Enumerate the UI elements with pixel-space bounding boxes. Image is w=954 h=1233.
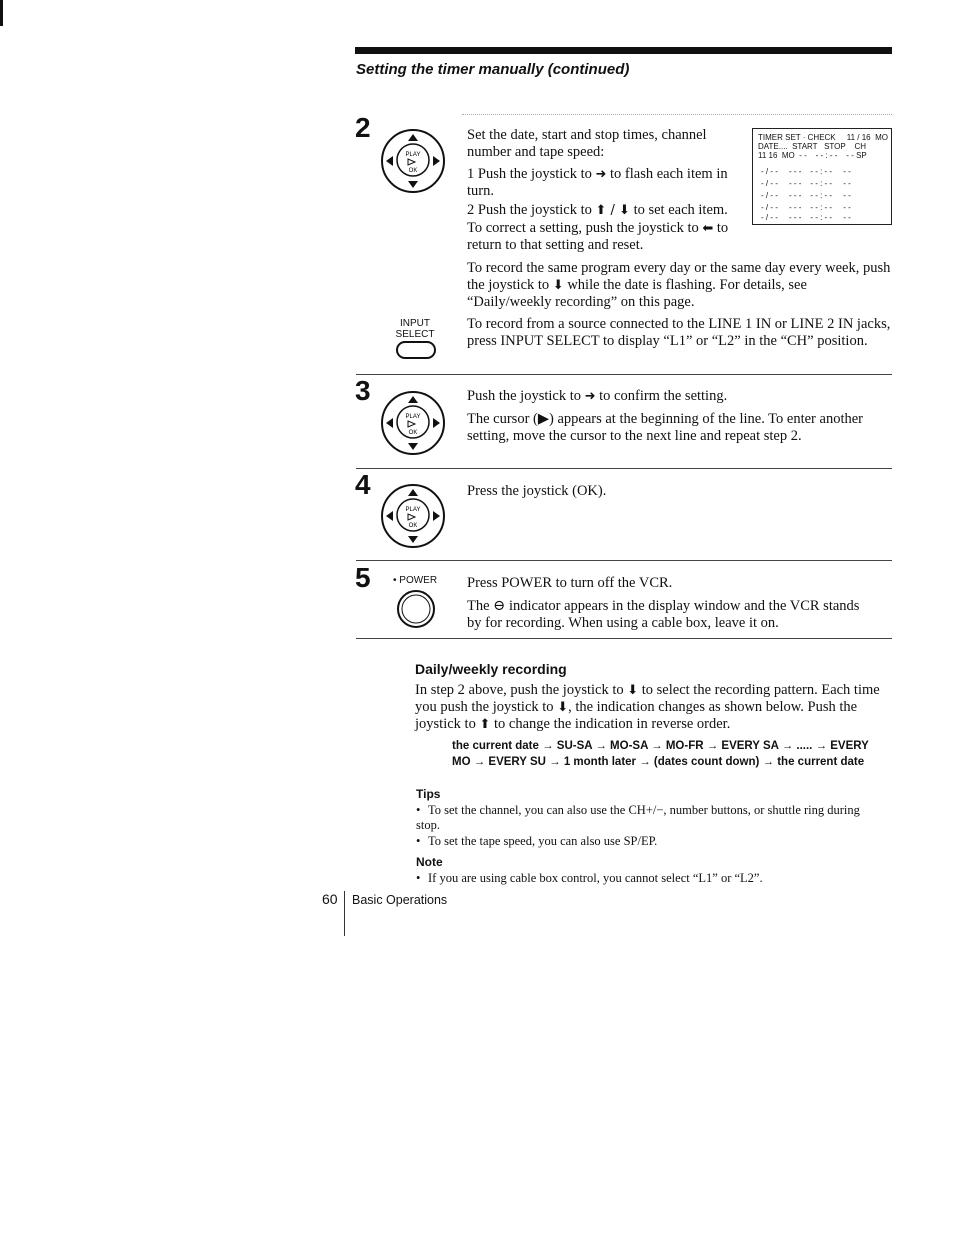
step-divider — [356, 374, 892, 375]
step3-text: Push the joystick to — [467, 388, 581, 404]
timer-lcd-display — [752, 128, 892, 225]
step4-text: Press the joystick (OK). — [467, 483, 607, 499]
tip-item — [416, 834, 886, 849]
tip-text: To set the tape speed, you can also use SP/EP. — [428, 834, 658, 848]
step3-line1 — [467, 388, 892, 405]
input-select-button-icon — [396, 341, 436, 359]
step-divider — [356, 468, 892, 469]
svg-text:PLAY: PLAY — [405, 152, 421, 158]
lcd-dash-row: - / - - - - - - - : - - - - — [761, 167, 851, 176]
step2-intro: Set the date, start and stop times, channel number and tape speed: — [467, 127, 707, 160]
step2-sub2 — [467, 202, 757, 219]
lcd-dash-row: - / - - - - - - - : - - - - — [761, 213, 851, 222]
joystick-icon — [378, 128, 448, 194]
same-program-text: while the date is flashing. For details, see “Daily/weekly recording” on this page. — [467, 277, 807, 310]
step-2-number: 2 — [355, 112, 371, 143]
bullet: • — [416, 871, 421, 885]
up-down-arrow-icon: ⬆ / ⬇ — [595, 203, 630, 218]
power-label: • POWER — [393, 575, 438, 586]
sub-step-number: 2 — [467, 202, 475, 218]
sub-step-text: to flash each item in turn. — [467, 166, 728, 199]
step-divider — [356, 560, 892, 561]
down-arrow-icon: ⬇ — [557, 700, 569, 715]
step2-correct — [467, 220, 757, 254]
step5-line1: Press POWER to turn off the VCR. — [467, 575, 673, 591]
joystick-icon — [378, 390, 448, 456]
page-number: 60 — [322, 891, 338, 907]
note-item — [416, 871, 886, 886]
step3-line2: The cursor (▶) appears at the beginning of the line. To enter another setting, move the cursor to the next line and repeat step 2. — [467, 411, 863, 444]
sub-step-text: Push the joystick to — [477, 166, 592, 182]
down-arrow-icon: ⬇ — [552, 278, 564, 293]
step-4-number: 4 — [355, 469, 371, 500]
daily-weekly-heading: Daily/weekly recording — [415, 661, 567, 677]
right-arrow-icon: ➜ — [595, 167, 607, 182]
step2-same-program — [467, 260, 892, 311]
daily-text: to select the recording pattern. Each time you push the joystick to — [415, 682, 880, 715]
left-arrow-icon: ⬅ — [702, 221, 714, 236]
scan-edge-mark — [0, 0, 3, 26]
correct-text: to return to that setting and reset. — [467, 220, 729, 253]
step-5-number: 5 — [355, 562, 371, 593]
step2-top-divider — [462, 114, 892, 115]
step2-line-input: To record from a source connected to the LINE 1 IN or LINE 2 IN jacks, press INPUT SELECT to display “L1” or “L2” in the “CH” position. — [467, 316, 891, 349]
daily-text: In step 2 above, push the joystick to — [415, 682, 624, 698]
daily-weekly-paragraph — [415, 682, 887, 733]
page-title: Setting the timer manually (continued) — [356, 61, 630, 78]
svg-text:PLAY: PLAY — [405, 414, 421, 420]
bullet: • — [416, 834, 421, 848]
svg-text:PLAY: PLAY — [405, 507, 421, 513]
tips-heading: Tips — [416, 787, 441, 801]
lcd-row-title: TIMER SET · CHECK 11 / 16 MO — [758, 133, 888, 142]
svg-text:OK: OK — [408, 430, 418, 436]
daily-text: , the indication changes as shown below. Push the joystick to — [415, 699, 858, 732]
recording-pattern-sequence: the current date → SU-SA → MO-SA → MO-FR → EVERY SA → ..... → EVERY MO → EVERY SU → 1 month later → (dates count down) → the current date — [452, 740, 869, 768]
footer-section: Basic Operations — [352, 893, 448, 907]
sub-step-text: to set each item. — [633, 202, 728, 218]
tip-text: To set the channel, you can also use the CH+/−, number buttons, or shuttle ring during stop. — [416, 803, 860, 832]
up-arrow-icon: ⬆ — [479, 717, 491, 732]
step3-text: to confirm the setting. — [599, 388, 728, 404]
note-text: If you are using cable box control, you cannot select “L1” or “L2”. — [428, 871, 763, 885]
header-rule — [355, 47, 892, 54]
bullet: • — [416, 803, 421, 817]
right-arrow-icon: ➜ — [584, 389, 596, 404]
correct-text: To correct a setting, push the joystick to — [467, 220, 699, 236]
svg-text:OK: OK — [408, 523, 418, 529]
lcd-dash-row: - / - - - - - - - : - - - - — [761, 203, 851, 212]
input-label: INPUT — [400, 318, 430, 329]
sub-step-number: 1 — [467, 166, 475, 182]
select-label: SELECT — [395, 329, 435, 340]
down-arrow-icon: ⬇ — [627, 683, 639, 698]
power-button-icon — [395, 588, 437, 630]
svg-text:OK: OK — [408, 168, 418, 174]
lcd-row-headers: DATE.... START STOP CH — [758, 142, 867, 151]
step-3-number: 3 — [355, 375, 371, 406]
tip-item — [416, 803, 886, 833]
sub-step-text: Push the joystick to — [477, 202, 592, 218]
note-heading: Note — [416, 855, 443, 869]
lcd-row-first: 11 16 MO - - - - : - - - - SP — [758, 151, 867, 160]
step5-line2: The ⊖ indicator appears in the display window and the VCR stands by for recording. When using a cable box, leave it on. — [467, 598, 860, 631]
same-program-text: To record the same program every day or the same day every week, push the joystick to — [467, 260, 891, 293]
daily-text: to change the indication in reverse order. — [493, 716, 731, 732]
lcd-dash-row: - / - - - - - - - : - - - - — [761, 179, 851, 188]
footer-divider — [344, 891, 345, 936]
section-divider — [356, 638, 892, 639]
lcd-dash-row: - / - - - - - - - : - - - - — [761, 191, 851, 200]
joystick-icon — [378, 483, 448, 549]
step2-sub1 — [467, 166, 747, 200]
input-select-label — [390, 318, 440, 340]
